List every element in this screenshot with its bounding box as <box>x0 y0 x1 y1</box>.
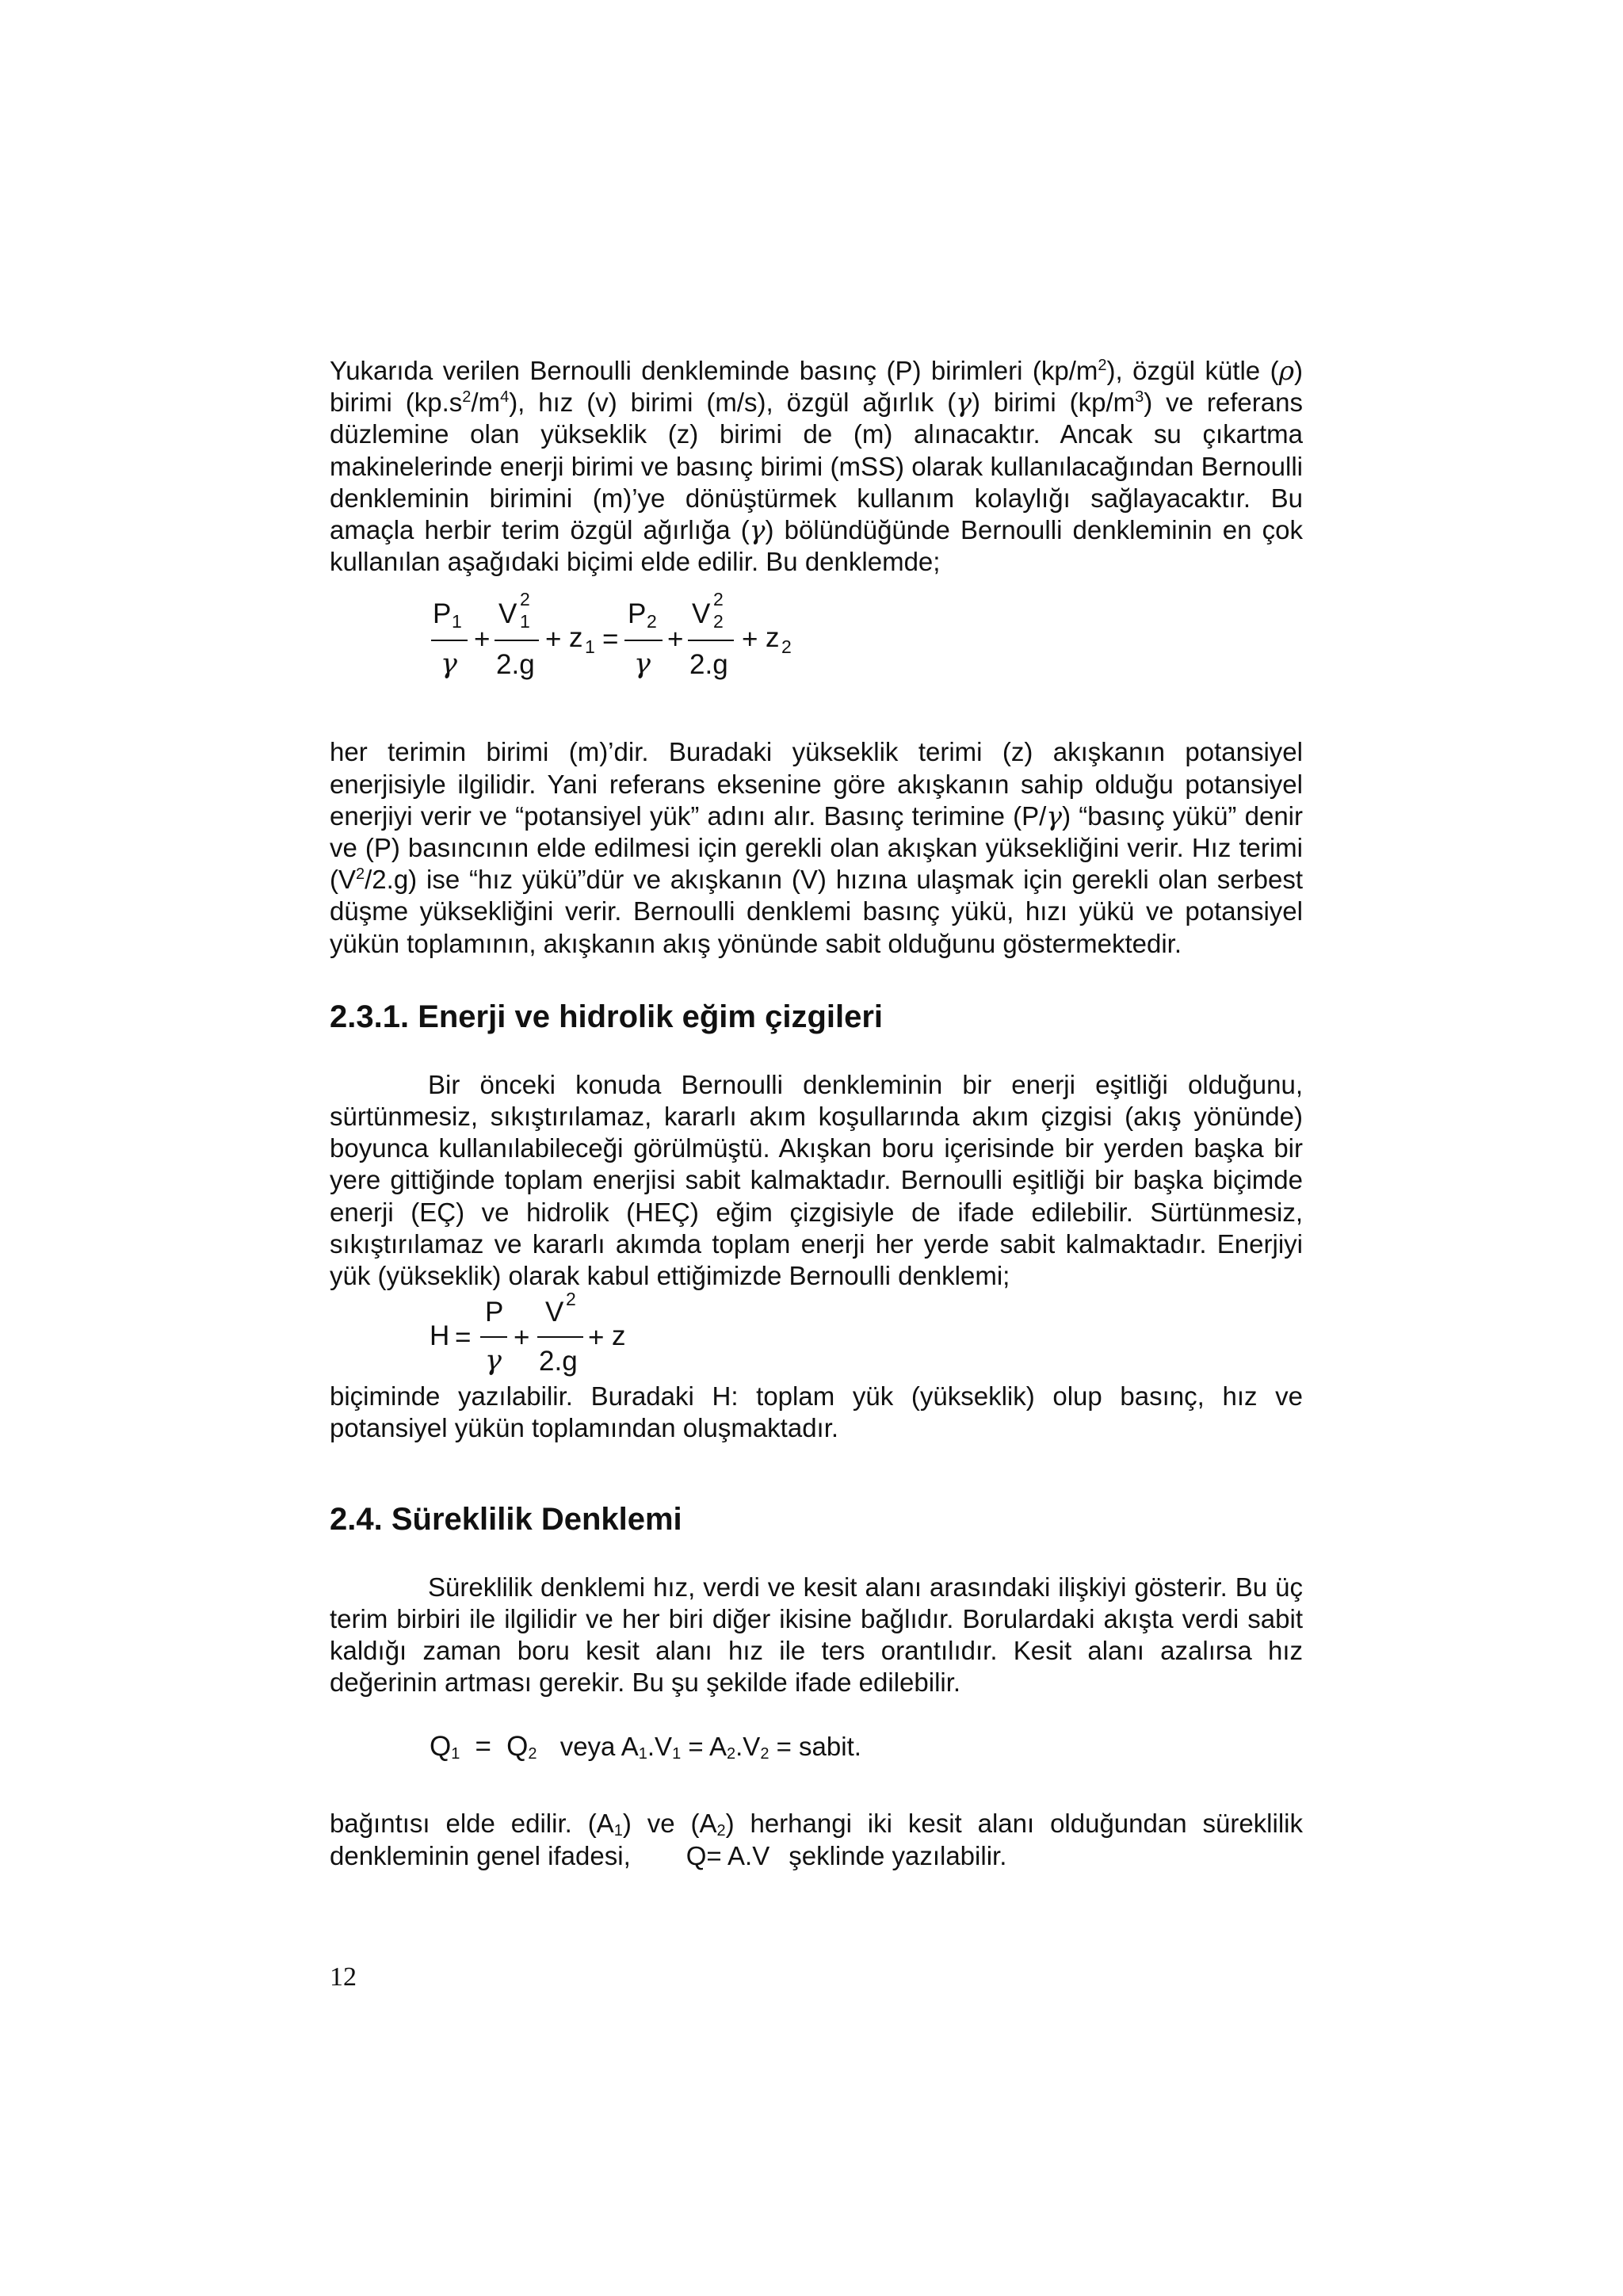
text-run: ) birimi (kp/m <box>971 388 1136 418</box>
rho-symbol: ρ <box>1278 355 1294 386</box>
text-run: veya A <box>559 1732 639 1762</box>
subscript: 2 <box>716 1822 726 1840</box>
fraction-bar <box>537 1336 583 1338</box>
eq-subscript: 2 <box>781 636 792 658</box>
text-run: ) “basınç yükü” denir ve (P) basıncının elde edilmesi için gerekli olan akışkan yüksekliğini verir. Hız terimi (V <box>330 800 1303 895</box>
superscript: 2 <box>462 388 472 407</box>
text-run: ), hız (v) birimi (m/s), özgül ağırlık ( <box>509 388 957 418</box>
general-form-paragraph <box>330 1808 1303 1871</box>
superscript: 3 <box>1135 388 1144 407</box>
text-run: /m <box>471 388 501 418</box>
text-run: her terimin birimi (m)’dir. Buradaki yükseklik terimi (z) akışkanın potansiyel enerjisiyle ilgilidir. Yani referans eksenine göre akışkanın sahip olduğu potansiyel enerjiyi verir ve “potansiyel yük” adını alır. Basınç terimine (P/ <box>330 737 1303 831</box>
text-run: şeklinde yazılabilir. <box>789 1840 1007 1870</box>
subscript: 1 <box>638 1745 647 1763</box>
eq-v: V <box>498 598 517 630</box>
gamma-symbol: γ <box>749 514 766 546</box>
eq-plus: + <box>667 624 684 655</box>
eq-v: V <box>692 598 711 630</box>
eq-gamma: γ <box>485 1345 502 1377</box>
fraction-bar <box>495 640 539 641</box>
eq-subscript: 1 <box>451 1745 460 1763</box>
eq-subscript: 2 <box>713 611 724 632</box>
eq-subscript: 1 <box>585 636 595 658</box>
superscript: 2 <box>356 865 365 884</box>
superscript: 2 <box>1098 357 1107 374</box>
total-head-paragraph: biçiminde yazılabilir. Buradaki H: toplam yük (yükseklik) olup basınç, hız ve potansiyel yükün toplamından oluşmaktadır. <box>330 1381 1303 1443</box>
eq-superscript: 2 <box>566 1289 576 1310</box>
eq-q: Q <box>430 1731 452 1763</box>
text-run: .V <box>647 1732 673 1762</box>
eq-equals: = <box>602 624 619 655</box>
superscript: 4 <box>500 388 510 407</box>
fraction-bar <box>688 640 734 641</box>
total-head-equation <box>330 1289 1303 1381</box>
eq-equals: = <box>475 1731 491 1763</box>
section-heading: 2.4. Süreklilik Denklemi <box>330 1501 682 1537</box>
subscript: 1 <box>672 1745 682 1763</box>
text-run: bağıntısı elde edilir. (A <box>330 1809 614 1839</box>
text-run: = sabit. <box>769 1732 861 1762</box>
eq-p: P <box>485 1297 504 1328</box>
fraction-bar <box>480 1336 507 1338</box>
gamma-symbol: γ <box>956 387 972 418</box>
eq-p: P <box>433 598 452 630</box>
eq-z: z <box>766 622 780 654</box>
section-heading: 2.3.1. Enerji ve hidrolik eğim çizgileri <box>330 999 884 1034</box>
intro-paragraph <box>330 355 1303 578</box>
eq-superscript: 2 <box>520 589 530 610</box>
eq-2g: 2.g <box>496 649 535 681</box>
subscript: 2 <box>727 1745 736 1763</box>
energy-line-paragraph: Bir önceki konuda Bernoulli denkleminin bir enerji eşitliği olduğunu, sürtünmesiz, sıkıştırılamaz, kararlı akım koşullarında akım çizgisi (akış yönünde) boyunca kullanılabileceği görülmüştü. Akışkan boru içerisinde bir yerden başka bir yere gittiğinde toplam enerjisi sabit kalmaktadır. Bernoulli eşitliği bir başka biçimde enerji (EÇ) ve hidrolik (HEÇ) eğim çizgisiyle de ifade edilebilir. Sürtünmesiz, sıkıştırılamaz ve kararlı akımda toplam enerji her yerde sabit kalmaktadır. Enerjiyi yük (yükseklik) olarak kabul ettiğimizde Bernoulli denklemi; <box>330 1069 1303 1291</box>
eq-subscript: 1 <box>452 611 462 632</box>
text-run: = A <box>681 1732 727 1762</box>
text-run: ) birimi (kp.s <box>330 356 1303 418</box>
eq-subscript: 2 <box>528 1745 537 1763</box>
gamma-symbol: γ <box>1046 800 1063 831</box>
text-run: ) bölündüğünde Bernoulli denkleminin en çok kullanılan aşağıdaki biçimi elde edilir. Bu denklemde; <box>330 515 1303 577</box>
eq-gamma: γ <box>634 648 651 681</box>
eq-plus: + <box>588 1322 605 1354</box>
eq-plus: + <box>545 624 562 655</box>
text-run: /2.g) ise “hız yükü”dür ve akışkanın (V) hızına ulaşmak için gerekli olan serbest düşme yüksekliğini verir. Bernoulli denklemi basınç yükü, hızı yükü ve potansiyel yükün toplamının, akışkanın akış yönünde sabit olduğunu göstermektedir. <box>330 865 1303 958</box>
fraction-bar <box>624 640 663 641</box>
potential-head-paragraph <box>330 736 1303 959</box>
eq-plus: + <box>742 624 758 655</box>
eq-gamma: γ <box>441 648 457 681</box>
eq-q: Q <box>506 1731 529 1763</box>
eq-2g: 2.g <box>539 1346 578 1377</box>
text-run: ) ve (A <box>622 1809 717 1839</box>
continuity-equation <box>330 1727 1303 1782</box>
eq-equals: = <box>455 1322 472 1354</box>
bernoulli-equation <box>330 589 1303 706</box>
text-run: ) herhangi iki kesit alanı olduğundan süreklilik denkleminin genel ifadesi, <box>330 1809 1303 1870</box>
eq-superscript: 2 <box>713 589 724 610</box>
eq-h: H <box>430 1320 450 1352</box>
eq-subscript: 2 <box>647 611 657 632</box>
eq-plus: + <box>514 1322 530 1354</box>
text-run: ) ve referans düzlemine olan yükseklik (z) birimi de (m) alınacaktır. Ancak su çıkartma makinelerinde enerji birimi ve basınç birimi (mSS) olarak kullanılacağından Bernoulli denkleminin birimini (m)’ye dönüştürmek kullanım kolaylığı sağlayacaktır. Bu amaçla herbir terim özgül ağırlığa ( <box>330 388 1303 545</box>
eq-subscript: 1 <box>520 611 530 632</box>
eq-z: z <box>569 622 583 654</box>
general-formula: Q= A.V <box>685 1840 770 1870</box>
subscript: 1 <box>613 1822 623 1840</box>
page-number: 12 <box>330 1962 357 1992</box>
fraction-bar <box>431 640 468 641</box>
page-content <box>330 355 1303 1872</box>
eq-z: z <box>612 1320 626 1352</box>
eq-2g: 2.g <box>689 649 728 681</box>
text-run: ), özgül kütle ( <box>1106 356 1279 385</box>
continuity-paragraph: Süreklilik denklemi hız, verdi ve kesit alanı arasındaki ilişkiyi gösterir. Bu üç terim birbiri ile ilgilidir ve her biri diğer ikisine bağlıdır. Borulardaki akışta verdi sabit kaldığı zaman boru kesit alanı hız ile ters orantılıdır. Kesit alanı azalırsa hız değerinin artması gerekir. Bu şu şekilde ifade edilebilir. <box>330 1572 1303 1698</box>
eq-plus: + <box>474 624 491 655</box>
text-run: Yukarıda verilen Bernoulli denkleminde basınç (P) birimleri (kp/m <box>330 356 1098 385</box>
subscript: 2 <box>760 1745 769 1763</box>
text-run: .V <box>735 1732 761 1762</box>
eq-p: P <box>628 598 647 630</box>
eq-v: V <box>545 1297 564 1328</box>
